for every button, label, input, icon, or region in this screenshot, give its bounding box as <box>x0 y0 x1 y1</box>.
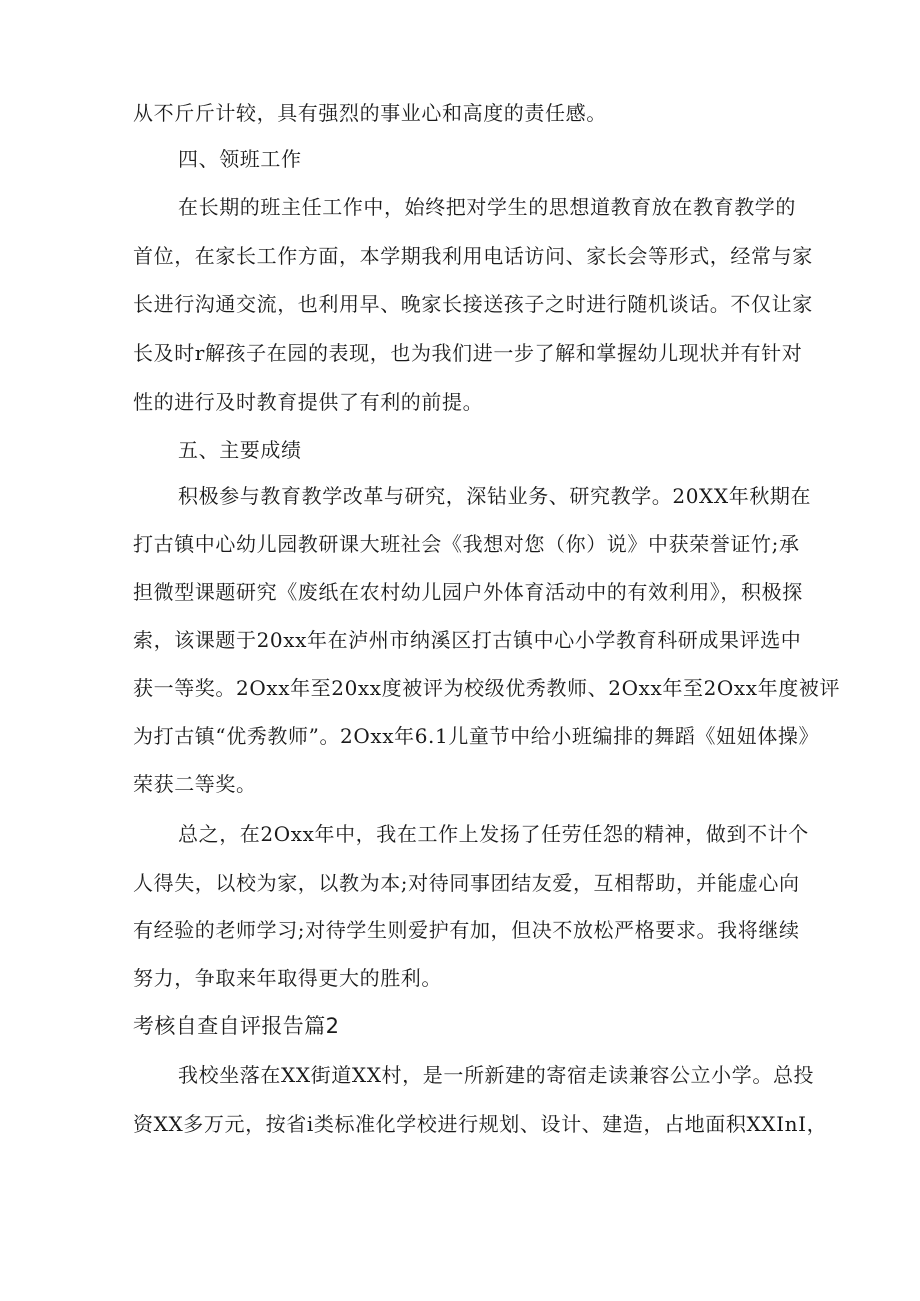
text-line: 我校坐落在XX街道XX村，是一所新建的寄宿走读兼容公立小学。总投 <box>178 1063 815 1087</box>
text-line: 努力，争取来年取得更大的胜利。 <box>133 966 442 990</box>
text-line: 从不斤斤计较，具有强烈的事业心和高度的责任感。 <box>133 101 607 125</box>
text-line: 获一等奖。2Oxx年至20xx度被评为校级优秀教师、2Oxx年至2Oxx年度被评 <box>133 676 841 700</box>
section-heading: 四、领班工作 <box>178 147 302 171</box>
text-line: 有经验的老师学习;对待学生则爱护有加，但决不放松严格要求。我将继续 <box>133 918 800 942</box>
text-line: 担微型课题研究《废纸在农村幼儿园户外体育活动中的有效利用》，积极探 <box>133 580 803 604</box>
text-line: 打古镇中心幼儿园教研课大班社会《我想对您（你）说》中获荣誉证竹;承 <box>133 532 800 556</box>
text-line: 积极参与教育教学改革与研究，深钻业务、研究教学。20XX年秋期在 <box>178 484 812 508</box>
text-line: 荣获二等奖。 <box>133 772 257 796</box>
text-line: 索，该课题于20xx年在泸州市纳溪区打古镇中心小学教育科研成果评选中 <box>133 628 802 652</box>
text-line: 资XX多万元，按省i类标准化学校进行规划、设计、建造，占地面积XXInI， <box>133 1112 828 1136</box>
section-title: 考核自查自评报告篇2 <box>133 1014 340 1038</box>
text-line: 在长期的班主任工作中，始终把对学生的思想道教育放在教育教学的 <box>178 195 796 219</box>
text-line: 长及时r解孩子在园的表现，也为我们进一步了解和掌握幼儿现状并有针对 <box>133 341 803 365</box>
text-line: 长进行沟通交流，也利用早、晚家长接送孩子之时进行随机谈话。不仅让家 <box>133 292 813 316</box>
section-heading: 五、主要成绩 <box>178 438 302 462</box>
text-line: 首位，在家长工作方面，本学期我利用电话访问、家长会等形式，经常与家 <box>133 244 813 268</box>
text-line: 为打古镇“优秀教师”。2Oxx年6.1儿童节中给小班编排的舞蹈《妞妞体操》 <box>133 724 820 748</box>
text-line: 总之，在2Oxx年中，我在工作上发扬了任劳任怨的精神，做到不计个 <box>178 822 809 846</box>
text-line: 性的进行及时教育提供了有利的前提。 <box>133 390 484 414</box>
text-line: 人得失，以校为家，以教为本;对待同事团结友爱，互相帮助，并能虚心向 <box>133 871 800 895</box>
